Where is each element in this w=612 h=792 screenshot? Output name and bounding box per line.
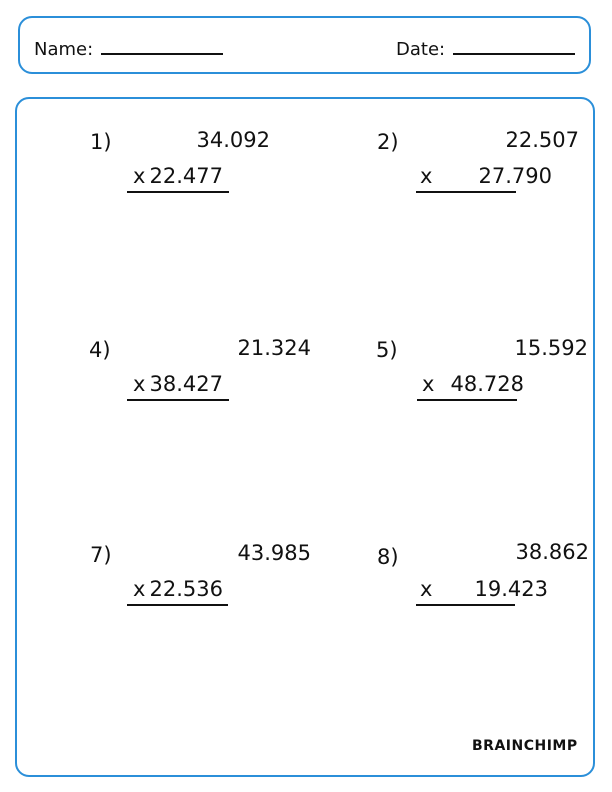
multiply-operator: x (133, 577, 146, 601)
problem-bottom-row (130, 164, 227, 190)
name-blank-line[interactable] (101, 39, 223, 55)
answer-line (127, 399, 229, 401)
answer-line (127, 191, 229, 193)
problem-top-operand: 34.092 (196, 128, 270, 152)
date-field (396, 39, 575, 59)
problem-2 (377, 126, 587, 206)
name-label: Name: (34, 39, 94, 60)
problem-bottom-operand: 48.728 (450, 372, 524, 396)
problem-8 (377, 541, 587, 621)
problem-top-operand: 38.862 (515, 540, 589, 564)
problem-bottom-row (419, 372, 524, 398)
problem-number: 1) (90, 130, 112, 154)
problem-number: 2) (377, 130, 399, 154)
answer-line (127, 604, 228, 606)
date-label: Date: (396, 39, 446, 60)
problem-bottom-row (417, 164, 552, 190)
problem-bottom-operand: 22.536 (149, 577, 223, 601)
answer-line (416, 604, 515, 606)
brainchimp-logo: BRAINCHIMP (472, 738, 578, 754)
problem-top-operand: 21.324 (237, 336, 311, 360)
problem-bottom-operand: 22.477 (149, 164, 223, 188)
problem-top-operand: 22.507 (505, 128, 579, 152)
problem-number: 8) (377, 545, 399, 569)
problem-bottom-operand: 38.427 (149, 372, 223, 396)
problem-number: 4) (89, 338, 111, 362)
problem-bottom-row (417, 577, 548, 603)
problem-4 (89, 334, 311, 414)
problem-top-operand: 15.592 (514, 336, 588, 360)
problem-1 (90, 126, 300, 206)
answer-line (416, 191, 516, 193)
answer-line (417, 399, 517, 401)
header-box (18, 16, 591, 74)
problem-number: 7) (90, 543, 112, 567)
multiply-operator: x (422, 372, 435, 396)
problem-bottom-row (130, 372, 227, 398)
multiply-operator: x (420, 164, 433, 188)
problem-top-operand: 43.985 (237, 541, 311, 565)
problem-bottom-row (130, 577, 227, 603)
name-field (34, 39, 223, 59)
problem-number: 5) (376, 338, 398, 362)
problem-7 (90, 539, 311, 619)
multiply-operator: x (133, 164, 146, 188)
problem-5 (376, 334, 586, 414)
date-blank-line[interactable] (453, 39, 575, 55)
problem-bottom-operand: 19.423 (474, 577, 548, 601)
multiply-operator: x (133, 372, 146, 396)
problem-bottom-operand: 27.790 (478, 164, 552, 188)
multiply-operator: x (420, 577, 433, 601)
